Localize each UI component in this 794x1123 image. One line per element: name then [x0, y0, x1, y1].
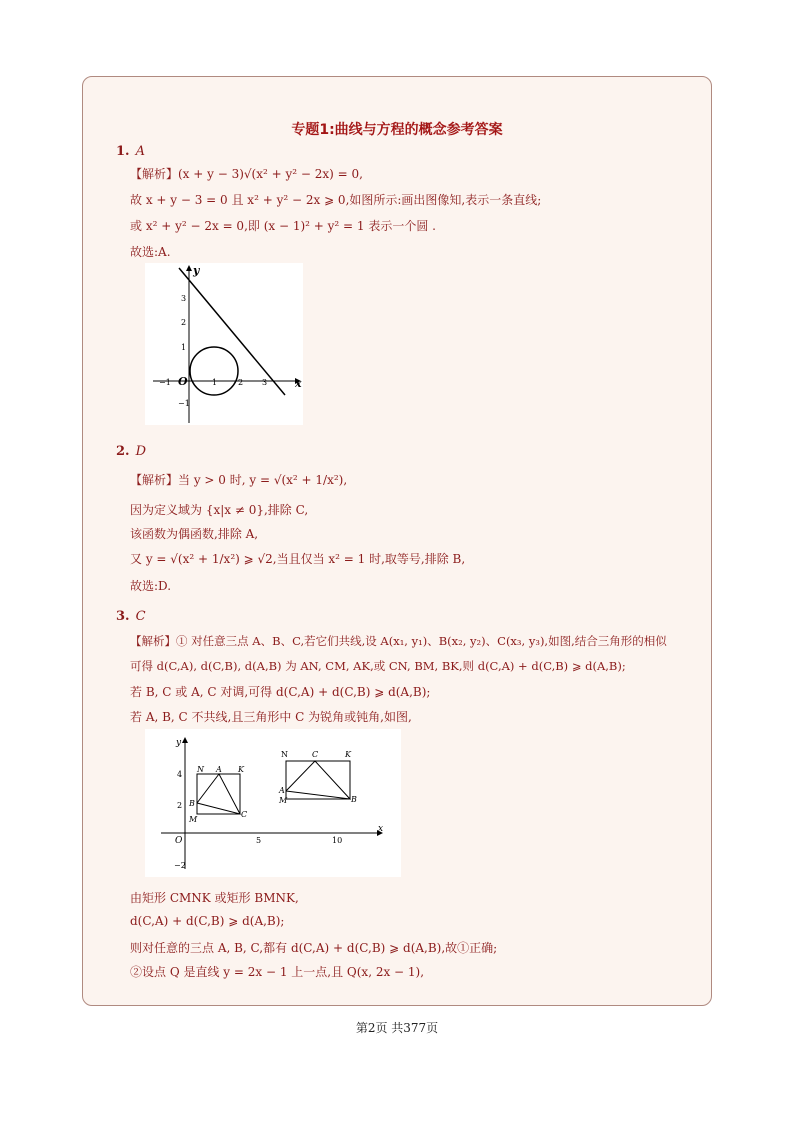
- q3-ytick-4: 4: [177, 770, 183, 779]
- q2-line-5: 故选:D.: [130, 579, 172, 593]
- q3-left-K: K: [238, 765, 244, 774]
- page-footer: 第2页 共377页: [355, 1021, 439, 1035]
- answer-panel: [82, 76, 712, 1006]
- q3-right-B: B: [351, 795, 357, 804]
- q3-figure: [145, 729, 401, 877]
- q1-circle-graph: [190, 347, 238, 395]
- q1-num: 1.: [116, 144, 130, 159]
- q1-ytick-3: 3: [181, 294, 187, 303]
- question-2-number: [116, 444, 146, 459]
- q3-after-line-2: d(C,A) + d(C,B) ⩾ d(A,B);: [130, 914, 285, 928]
- q1-origin-label: O: [178, 375, 188, 388]
- q1-ytick-1: 1: [181, 343, 187, 352]
- q3-right-C: C: [312, 750, 319, 759]
- q1-line-1: 【解析】(x + y − 3)√(x² + y² − 2x) = 0,: [130, 167, 363, 181]
- q1-xtick-m1: −1: [159, 378, 171, 387]
- q1-ytick-2: 2: [181, 318, 187, 327]
- q2-line-2: 因为定义域为 {x|x ≠ 0},排除 C,: [130, 503, 309, 517]
- q3-left-A: A: [216, 765, 222, 774]
- q3-line-3: 若 B, C 或 A, C 对调,可得 d(C,A) + d(C,B) ⩾ d(A,B);: [130, 685, 431, 699]
- q3-after-line-4: ②设点 Q 是直线 y = 2x − 1 上一点,且 Q(x, 2x − 1),: [130, 965, 425, 979]
- q1-figure: [145, 263, 303, 425]
- q3-right-M: M: [279, 796, 288, 805]
- q3-right-rect: [286, 761, 350, 799]
- q3-left-triangle: [197, 774, 240, 814]
- q1-x-label: x: [295, 377, 302, 390]
- q2-line-3: 该函数为偶函数,排除 A,: [130, 527, 259, 541]
- q3-right-A: A: [279, 786, 285, 795]
- q2-num: 2.: [116, 444, 130, 459]
- q1-line-2: 故 x + y − 3 = 0 且 x² + y² − 2x ⩾ 0,如图所示:画出图像知,表示一条直线;: [130, 193, 542, 207]
- q3-y-label: y: [176, 738, 182, 748]
- q3-after-line-1: 由矩形 CMNK 或矩形 BMNK,: [130, 891, 299, 905]
- q1-xtick-1: 1: [212, 378, 218, 387]
- q1-line-3: 或 x² + y² − 2x = 0,即 (x − 1)² + y² = 1 表示一个圆 .: [130, 219, 436, 233]
- q3-graph: [145, 729, 401, 877]
- q3-answer: C: [135, 609, 146, 624]
- q1-line-4: 故选:A.: [130, 245, 171, 259]
- q1-answer: A: [135, 144, 145, 159]
- q1-y-label: y: [193, 264, 200, 277]
- q3-left-B: B: [189, 799, 195, 808]
- q3-origin-label: O: [175, 836, 183, 846]
- q3-xtick-5: 5: [256, 836, 262, 845]
- question-1-number: [116, 144, 145, 159]
- q1-xtick-3: 3: [262, 378, 268, 387]
- q3-left-N: N: [197, 765, 204, 774]
- q2-line-1: 【解析】当 y > 0 时, y = √(x² + 1/x²),: [130, 473, 348, 487]
- q3-left-C: C: [241, 810, 248, 819]
- q3-right-K: K: [345, 750, 351, 759]
- q3-line-1: 【解析】① 对任意三点 A、B、C,若它们共线,设 A(x₁, y₁)、B(x₂, y₂)、C(x₃, y₃),如图,结合三角形的相似: [130, 634, 667, 648]
- page-title: 专题1:曲线与方程的概念参考答案: [291, 122, 503, 138]
- q1-xtick-2: 2: [238, 378, 244, 387]
- q3-right-N: N: [281, 750, 288, 759]
- q3-left-M: M: [189, 815, 198, 824]
- q3-ytick-m2: −2: [174, 861, 186, 870]
- q2-answer: D: [135, 444, 147, 459]
- q1-line-graph: [179, 268, 285, 395]
- q1-y-arrow: [186, 265, 192, 271]
- q3-xtick-10: 10: [332, 836, 343, 845]
- q3-right-triangle: [286, 761, 350, 799]
- q3-x-label: x: [378, 824, 384, 834]
- q3-line-4: 若 A, B, C 不共线,且三角形中 C 为锐角或钝角,如图,: [130, 710, 412, 724]
- q3-ytick-2: 2: [177, 801, 183, 810]
- q1-graph: [145, 263, 303, 425]
- q3-y-arrow: [182, 737, 188, 743]
- q3-after-line-3: 则对任意的三点 A, B, C,都有 d(C,A) + d(C,B) ⩾ d(A,B),故①正确;: [130, 941, 498, 955]
- q3-num: 3.: [116, 609, 130, 624]
- q3-line-2: 可得 d(C,A), d(C,B), d(A,B) 为 AN, CM, AK,或 CN, BM, BK,则 d(C,A) + d(C,B) ⩾ d(A,B);: [130, 659, 626, 673]
- q1-ytick-m1: −1: [178, 399, 190, 408]
- question-3-number: [116, 609, 146, 624]
- q2-line-4: 又 y = √(x² + 1/x²) ⩾ √2,当且仅当 x² = 1 时,取等号,排除 B,: [130, 552, 466, 566]
